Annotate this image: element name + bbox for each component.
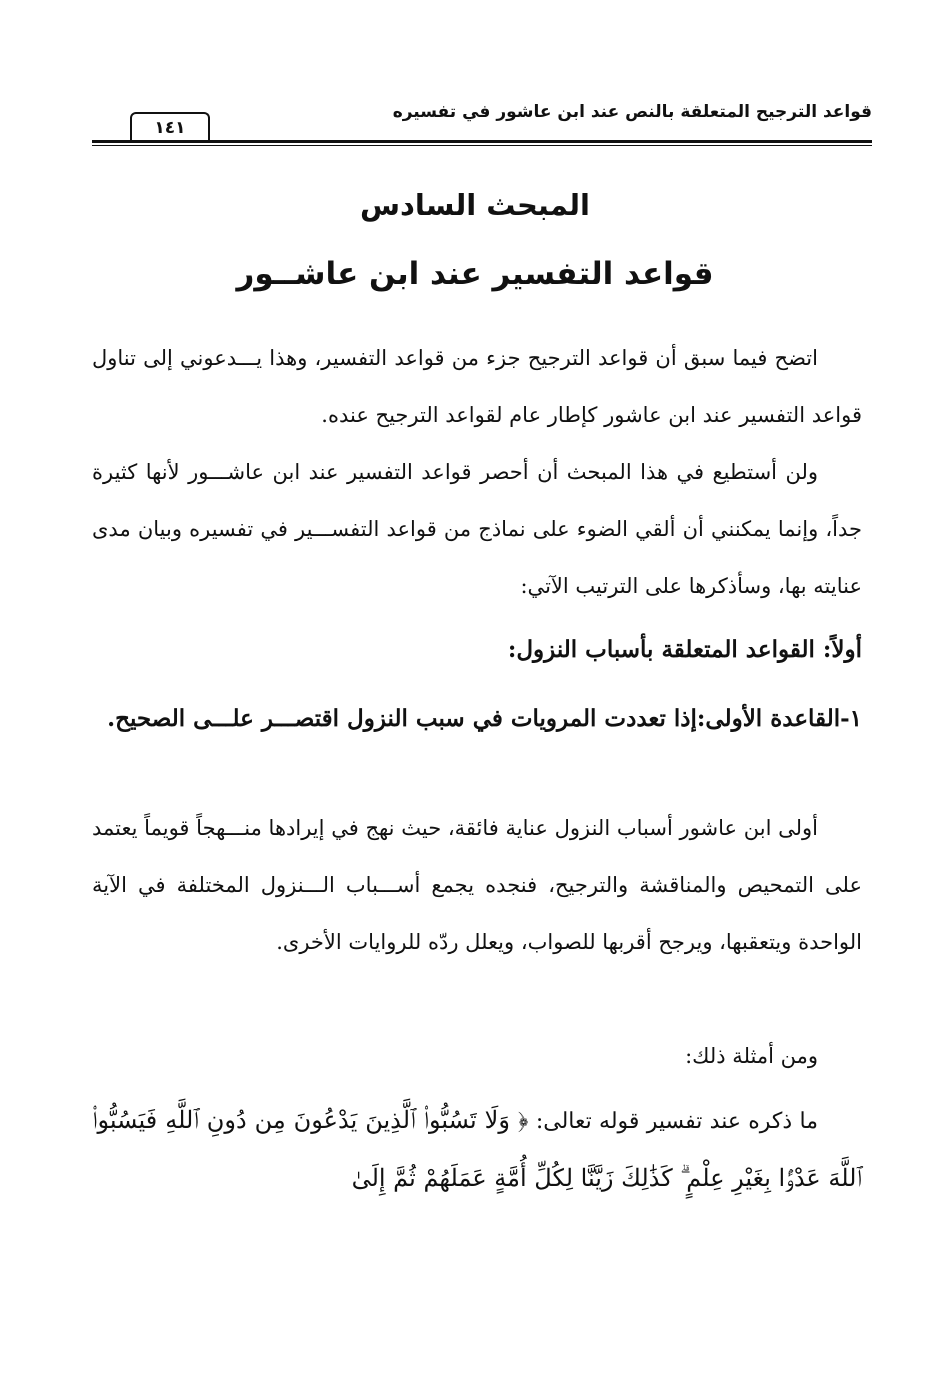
page-number: ١٤١ [130, 112, 210, 142]
running-title: قواعد الترجيح المتعلقة بالنص عند ابن عاشور في تفسيره [392, 102, 872, 122]
paragraph-5 [92, 1092, 862, 1208]
running-header [92, 100, 872, 148]
header-rule-thin [92, 145, 872, 146]
header-rule-thick [92, 140, 872, 143]
rule-heading: ١-القاعدة الأولى:إذا تعددت المرويات في سبب النزول اقتصـــر علـــى الصحيح. [107, 705, 862, 732]
paragraph-text: اتضح فيما سبق أن قواعد الترجيح جزء من قواعد التفسير، وهذا يـــدعوني إلى تناول قواعد التفسير عند ابن عاشور كإطار عام لقواعد الترجيح عنده. [92, 346, 862, 427]
paragraph-3 [92, 800, 862, 971]
subsection-heading: أولاً: القواعد المتعلقة بأسباب النزول: [507, 636, 862, 663]
paragraph-text: ومن أمثلة ذلك: [685, 1044, 818, 1068]
verse-intro: ما ذكره عند تفسير قوله تعالى: [535, 1109, 818, 1134]
paragraph-1 [92, 330, 862, 444]
paragraph-2 [92, 444, 862, 615]
paragraph-text: أولى ابن عاشور أسباب النزول عناية فائقة، حيث نهج في إيرادها منـــهجاً قويماً يعتمد على التمحيص والمناقشة والترجيح، فنجده يجمع أســـباب الـــنزول المختلفة في الآية الواحدة ويتعقبها، ويرجح أقربها للصواب، ويعلل ردّه للروايات الأخرى. [92, 816, 862, 954]
section-heading: المبحث السادس [360, 188, 590, 222]
quran-verse: ﴿ وَلَا تَسُبُّوا۟ ٱلَّذِينَ يَدْعُونَ مِن دُونِ ٱللَّهِ فَيَسُبُّوا۟ ٱللَّهَ عَدْوًۢا بِغَيْرِ عِلْمٍ ۗ كَذَٰلِكَ زَيَّنَّا لِكُلِّ أُمَّةٍ عَمَلَهُمْ ثُمَّ إِلَىٰ [92, 1106, 862, 1192]
paragraph-text: ولن أستطيع في هذا المبحث أن أحصر قواعد التفسير عند ابن عاشـــور لأنها كثيرة جداً، وإنما يمكنني أن ألقي الضوء على نماذج من قواعد التفســـير في تفسيره وبيان مدى عنايته بها، وسأذكرها على الترتيب الآتي: [92, 460, 862, 598]
chapter-title: قواعد التفسير عند ابن عاشــور [236, 256, 714, 292]
paragraph-text [92, 1092, 862, 1208]
paragraph-4 [92, 1028, 862, 1085]
